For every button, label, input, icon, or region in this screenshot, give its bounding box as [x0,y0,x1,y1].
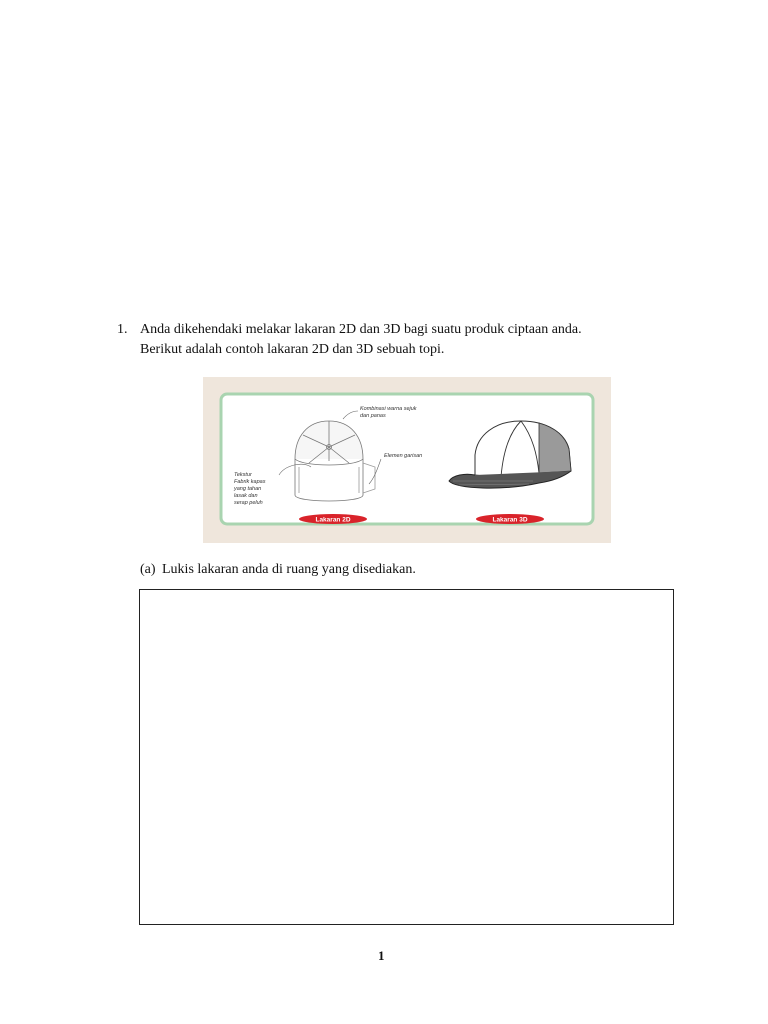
sub-question-label: (a) [140,562,156,577]
annotation-warna-1: Kombinasi warna sejuk [360,406,417,412]
annotation-tekstur-2: Fabrik kapas [234,479,266,485]
badge-2d-label: Lakaran 2D [315,516,351,524]
annotation-tekstur-1: Tekstur [234,472,252,478]
question-number: 1. [117,322,128,337]
annotation-tekstur-3: yang tahan [234,486,262,492]
annotation-tekstur-5: serap peluh [234,500,263,506]
question-text-line1: Anda dikehendaki melakar lakaran 2D dan 3D bagi suatu produk ciptaan anda. [140,322,582,337]
sub-question-a [140,562,416,578]
badge-3d-label: Lakaran 3D [492,516,528,524]
annotation-tekstur-4: lasak dan [234,493,258,499]
answer-drawing-box[interactable] [139,589,674,925]
cap-sketch-illustration [203,377,611,543]
page-number: 1 [378,948,385,963]
cap-sketch-figure [203,377,611,543]
annotation-warna-2: dan panas [360,413,386,419]
annotation-garisan: Elemen garisan [384,453,423,459]
sub-question-text: Lukis lakaran anda di ruang yang disediakan. [162,562,416,577]
question-text-line2: Berikut adalah contoh lakaran 2D dan 3D sebuah topi. [140,342,445,357]
